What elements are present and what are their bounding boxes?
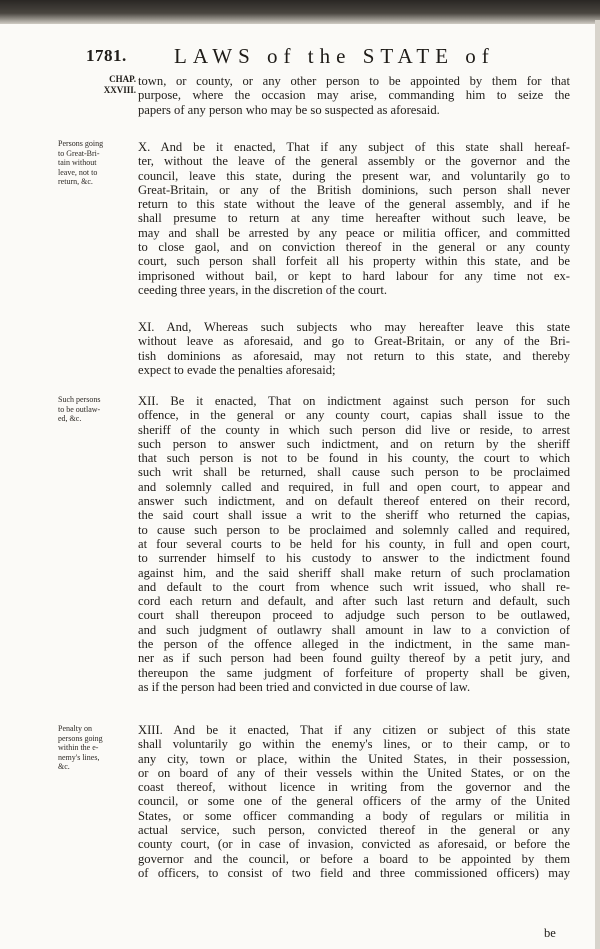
running-title: LAWS of the STATE of (174, 44, 495, 68)
text-line: expect to evade the penalties aforesaid; (138, 362, 336, 377)
text-line: governor and the council, or before a board to be appointed by them (138, 851, 570, 866)
catchword: be (544, 926, 556, 940)
section-x (138, 140, 570, 297)
text-line: court, such person shall forfeit all his property within this state, and be (138, 254, 570, 269)
text-line: ceeding three years, in the discretion of the court. (138, 282, 387, 297)
text-line: any city, town or place, within the United States, in their possession, (138, 751, 570, 766)
text-line: without leave as aforesaid, and go to Great-Britain, or any of the Bri- (138, 334, 570, 349)
text-line: such person to answer such indictment, and on return by the sheriff (138, 436, 570, 451)
text-line: may and shall be arrested by any peace or militia officer, and committed (138, 225, 570, 240)
text-line: coast thereof, without licence in writing from the governor and the (138, 780, 570, 795)
text-line: papers of any person who may be so suspected as aforesaid. (138, 102, 440, 117)
page-top-border (0, 0, 600, 24)
page-year: 1781. (86, 46, 127, 65)
margin-note-persons-going: Persons going to Great-Bri- tain without leave, not to return, &c. (58, 139, 104, 186)
paragraph-continuation (138, 74, 570, 117)
text-line: Great-Britain, or any of the British dominions, such person shall never (138, 182, 570, 197)
text-line: against him, and the said sheriff shall make return of such proclamation (138, 565, 570, 580)
text-line: and solemnly called and required, in full and open court, to appear and (138, 479, 570, 494)
text-line: X. And be it enacted, That if any subject of this state shall hereaf- (138, 140, 570, 154)
text-line: to cause such person to be proclaimed and solemnly called and required, (138, 522, 570, 537)
text-line: council, leave this state, during the present war, and voluntarily go to (138, 168, 570, 183)
text-line: ner as if such person had been found guilty thereof by a petit jury, and (138, 651, 570, 666)
text-line: shall voluntarily go within the enemy's lines, or to their camp, or to (138, 737, 570, 752)
text-line: such writ shall be returned, shall cause such person to be proclaimed (138, 465, 570, 480)
text-line: imprisoned without bail, or kept to hard labour for any time not ex- (138, 268, 570, 283)
text-line: or on board of any of their vessels within the United States, or on the (138, 765, 570, 780)
text-line: cord each return and default, and after such last return and default, such (138, 594, 570, 609)
section-xi (138, 320, 570, 377)
text-line: that such person is not to be found in his county, the court to which (138, 451, 570, 466)
text-line: sheriff of the county in which such person did live or reside, to arrest (138, 422, 570, 437)
text-line: county court, (or in case of invasion, convicted as aforesaid, or before the (138, 837, 570, 852)
section-xiii (138, 723, 570, 880)
margin-note-outlawed: Such persons to be outlaw- ed, &c. (58, 395, 101, 423)
text-line: offence, in the general or any county court, capias shall issue to the (138, 408, 570, 423)
text-line: thereupon the same judgment of forfeiture of property shall be given, (138, 665, 570, 680)
page-header (86, 42, 586, 72)
text-line: of officers, to consist of two field and three commissioned officers) may (138, 865, 570, 880)
text-line: court shall thereupon proceed to adjudge such person to be outlawed, (138, 608, 570, 623)
text-line: return to this state without the leave of the general assembly, and if he (138, 197, 570, 212)
text-line: to surrender himself to his custody to answer to the indictment found (138, 551, 570, 566)
chapter-number: XXVIII. (103, 85, 136, 95)
text-line: shall presume to return at any time hereafter without such leave, be (138, 211, 570, 226)
text-line: to close gaol, and on conviction thereof in the general or any county (138, 240, 570, 255)
text-line: XIII. And be it enacted, That if any citizen or subject of this state (138, 723, 570, 737)
text-line: town, or county, or any other person to be appointed by them for that (138, 74, 570, 88)
text-line: XII. Be it enacted, That on indictment against such person for such (138, 394, 570, 408)
margin-note-penalty: Penalty on persons going within the e- nemy's lines, &c. (58, 724, 103, 771)
text-line: the person of the offence alleged in the indictment, in the same man- (138, 637, 570, 652)
text-line: council, or some one of the general officers of the army of the United (138, 794, 570, 809)
text-line: answer such indictment, and on default thereof entered on their record, (138, 494, 570, 509)
text-line: at four several courts to be held for his county, in full and open court, (138, 536, 570, 551)
text-line: States, or some officer commanding a body of regulars or militia in (138, 808, 570, 823)
chapter-label: CHAP. (109, 74, 136, 84)
text-line: purpose, where the occasion may arise, commanding him to seize the (138, 88, 570, 103)
text-line: and such judgment of outlawry shall amount in law to a conviction of (138, 622, 570, 637)
text-line: tish dominions as aforesaid, may not return to this state, and thereby (138, 348, 570, 363)
text-line: ter, without the leave of the general assembly or the governor and the (138, 154, 570, 169)
text-line: and default to the court from whence such writ issued, who shall re- (138, 579, 570, 594)
text-line: the said court shall issue a writ to the sheriff who returned the capias, (138, 508, 570, 523)
text-line: actual service, such person, convicted thereof in the general or any (138, 823, 570, 838)
chapter-marker (86, 74, 136, 96)
text-line: XI. And, Whereas such subjects who may hereafter leave this state (138, 320, 570, 334)
page-right-edge (595, 20, 600, 949)
section-xii (138, 394, 570, 694)
text-line: as if the person had been tried and convicted in due course of law. (138, 679, 471, 694)
